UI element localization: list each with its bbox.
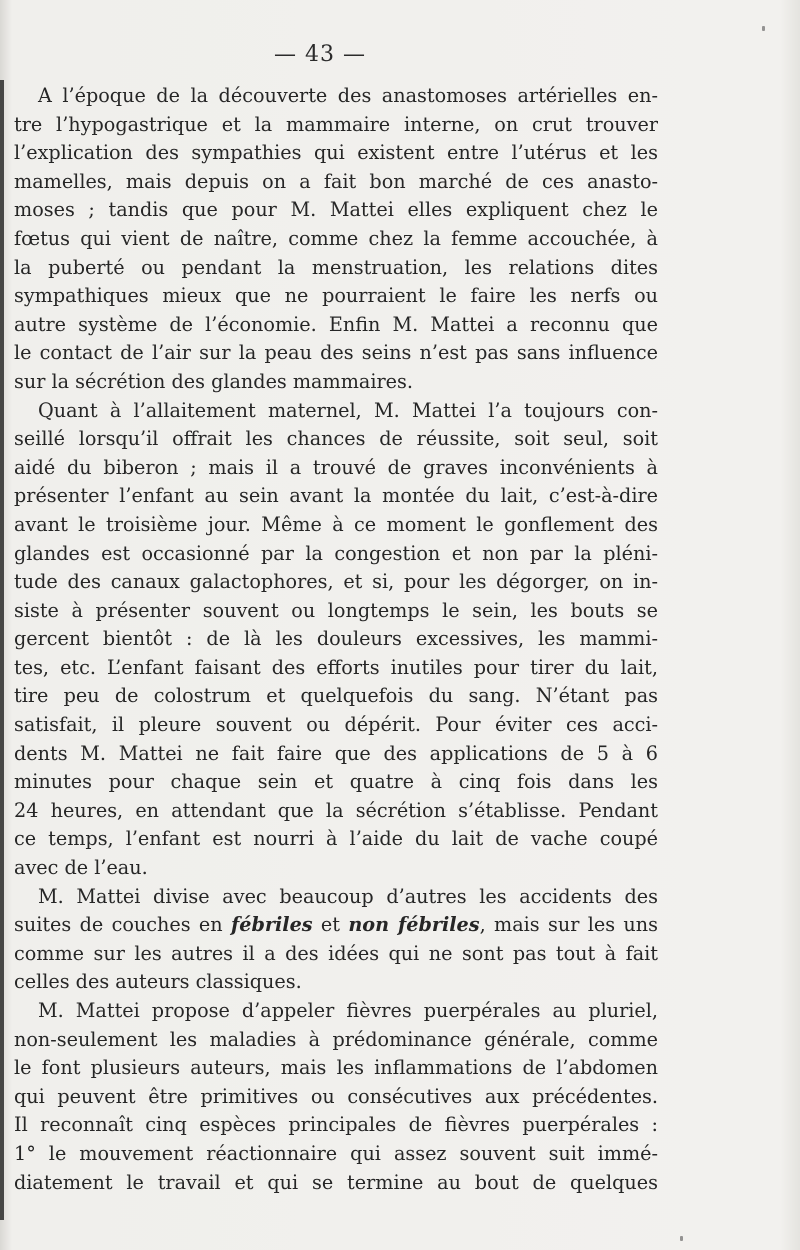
text-line: gercent bientôt : de là les douleurs excessives, les mammi- [14, 627, 658, 651]
text-line: satisfait, il pleure souvent ou dépérit. Pour éviter ces acci- [14, 713, 658, 737]
text-line: comme sur les autres il a des idées qui ne sont pas tout à fait [14, 941, 658, 965]
text-line: la puberté ou pendant la menstruation, les relations dites [14, 255, 658, 279]
text-line: dents M. Mattei ne fait faire que des applications de 5 à 6 [14, 741, 658, 765]
text-line: tire peu de colostrum et quelquefois du sang. N’étant pas [14, 684, 658, 708]
text-line: glandes est occasionné par la congestion et non par la pléni- [14, 541, 658, 565]
text-line: Quant à l’allaitement maternel, M. Mattei l’a toujours con- [38, 398, 658, 422]
text-line: tes, etc. L’enfant faisant des efforts inutiles pour tirer du lait, [14, 655, 658, 679]
text-line: diatement le travail et qui se termine au bout de quelques [14, 1170, 658, 1194]
text-line: avec de l’eau. [14, 856, 148, 880]
text-line: avant le troisième jour. Même à ce moment le gonflement des [14, 512, 658, 536]
text-line: aidé du biberon ; mais il a trouvé de graves inconvénients à [14, 455, 658, 479]
text-line: Il reconnaît cinq espèces principales de fièvres puerpérales : [14, 1113, 658, 1137]
text-line: siste à présenter souvent ou longtemps le sein, les bouts se [14, 598, 658, 622]
text-line: sympathiques mieux que ne pourraient le faire les nerfs ou [14, 284, 658, 308]
paper-speck [762, 26, 765, 31]
text-line: A l’époque de la découverte des anastomoses artérielles en- [38, 84, 658, 107]
binding-edge [0, 80, 4, 1220]
text-line: moses ; tandis que pour M. Mattei elles expliquent chez le [14, 198, 658, 222]
text-line: qui peuvent être primitives ou consécutives aux précédentes. [14, 1084, 658, 1108]
text-line: tre l’hypogastrique et la mammaire interne, on crut trouver [14, 112, 658, 136]
text-line: fœtus qui vient de naître, comme chez la femme accouchée, à [14, 226, 658, 250]
paper-speck [680, 1236, 683, 1241]
text-line: 1° le mouvement réactionnaire qui assez souvent suit immé- [14, 1141, 658, 1165]
text-line: 24 heures, en attendant que la sécrétion s’établisse. Pendant [14, 798, 658, 822]
text-line: tude des canaux galactophores, et si, pour les dégorger, on in- [14, 570, 658, 594]
text-line: seillé lorsqu’il offrait les chances de réussite, soit seul, soit [14, 427, 658, 451]
text-line: celles des auteurs classiques. [14, 970, 302, 994]
text-line: présenter l’enfant au sein avant la montée du lait, c’est-à-dire [14, 484, 658, 508]
text-line: suites de couches en fébriles et non fébriles, mais sur les uns [14, 913, 658, 937]
text-line: sur la sécrétion des glandes mammaires. [14, 369, 413, 393]
body-text [14, 82, 658, 1197]
text-line: M. Mattei propose d’appeler fièvres puerpérales au pluriel, [38, 999, 658, 1022]
text-line: l’explication des sympathies qui existent entre l’utérus et les [14, 141, 658, 165]
page-number: — 43 — [274, 42, 366, 67]
text-line: non-seulement les maladies à prédominance générale, comme [14, 1027, 658, 1051]
text-line: autre système de l’économie. Enfin M. Mattei a reconnu que [14, 312, 658, 336]
text-line: le font plusieurs auteurs, mais les inflammations de l’abdomen [14, 1056, 658, 1080]
text-line: mamelles, mais depuis on a fait bon marché de ces anasto- [14, 169, 658, 193]
text-line: le contact de l’air sur la peau des seins n’est pas sans influence [14, 341, 658, 365]
text-line: M. Mattei divise avec beaucoup d’autres les accidents des [38, 884, 658, 908]
text-line: minutes pour chaque sein et quatre à cinq fois dans les [14, 770, 658, 794]
text-line: ce temps, l’enfant est nourri à l’aide du lait de vache coupé [14, 827, 658, 851]
